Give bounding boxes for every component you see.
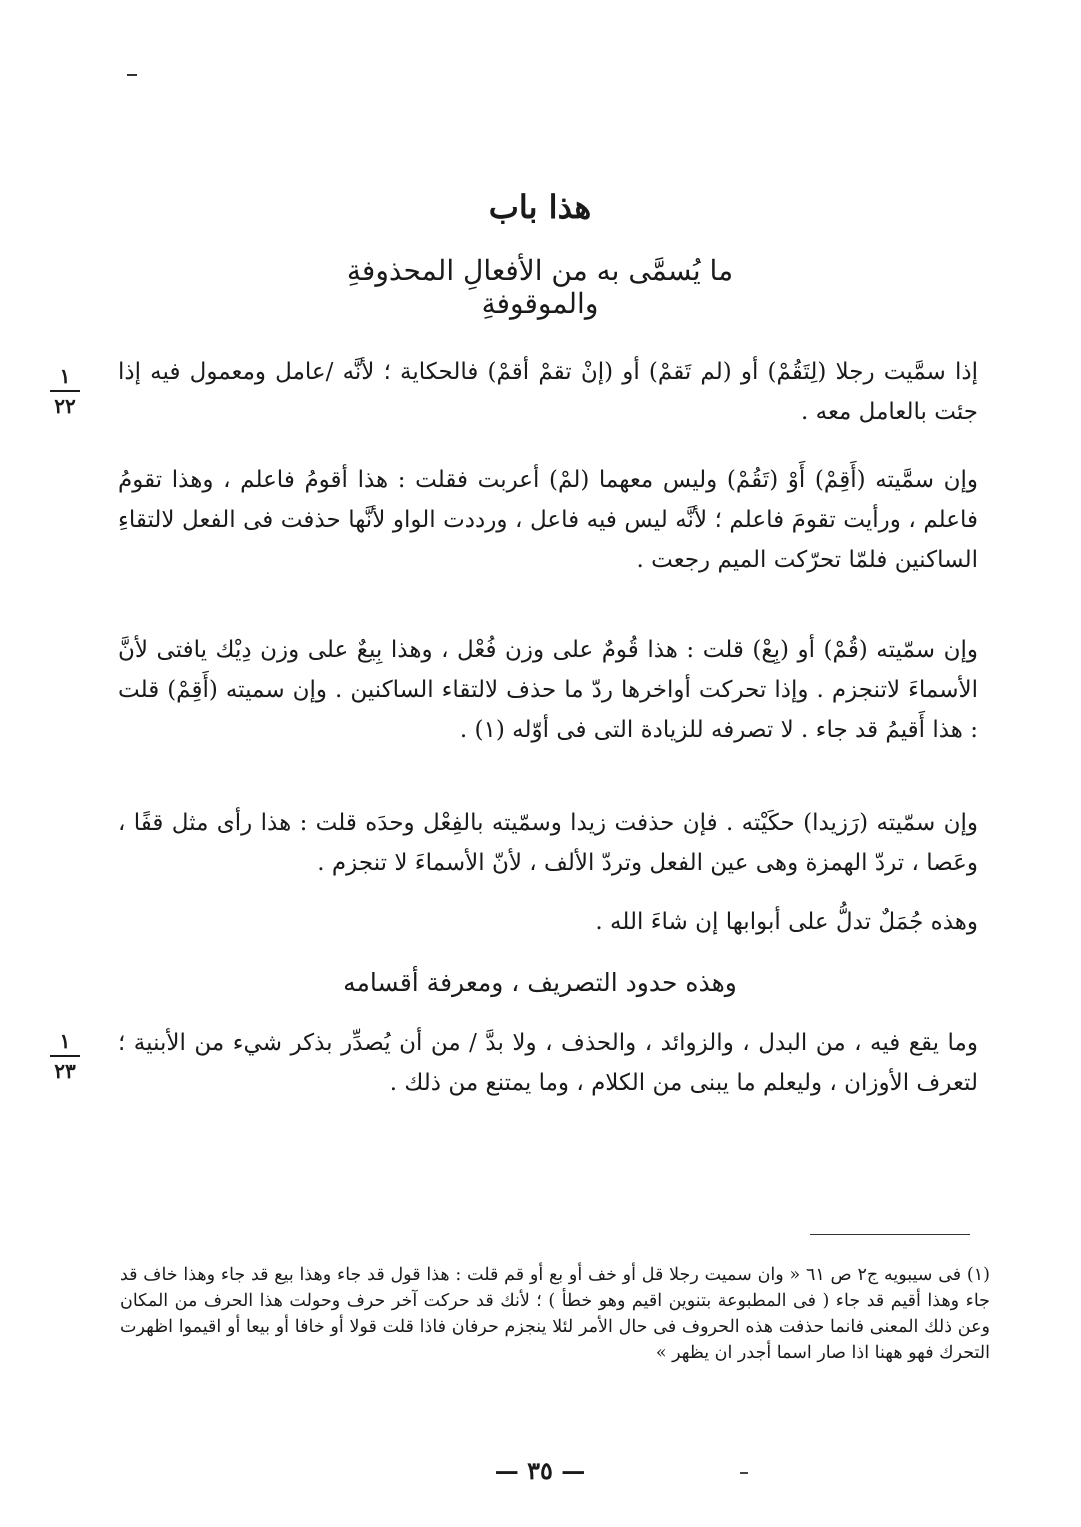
scan-mark xyxy=(740,1472,748,1474)
folio-bar xyxy=(50,390,80,392)
paragraph-text: إذا سمَّيت رجلا (لِتَقُمْ) أو (لم تَقمْ) أو (إنْ تقمْ أقمْ) فالحكاية ؛ لأنَّه /عامل ومعمول فيه إذا جئت بالعامل معه . xyxy=(118,359,978,425)
chapter-heading: هذا باب xyxy=(488,188,592,226)
paragraph xyxy=(118,630,978,750)
folio-numerator: ١ xyxy=(59,364,71,388)
page-number: — ٣٥ — xyxy=(494,1456,586,1485)
margin-folio-ref xyxy=(40,365,90,417)
paragraph-text: وإن سمّيته (قُمْ) أو (بِعْ) قلت : هذا قُومٌ على وزن فُعْل ، وهذا بِيعٌ على وزن دِيْك يافتى لأنَّ الأسماءَ لاتنجزم . وإذا تحركت أواخرها ردّ ما حذف لالتقاء الساكنين . وإن سميته (أَقِمْ) قلت : هذا أَقيمُ قد جاء . لا تصرفه للزيادة التى فى أوّله (١) . xyxy=(118,637,978,743)
paragraph-text: وإن سمّيته (رَزيدا) حكَيْته . فإن حذفت زيدا وسمّيته بالفِعْل وحدَه قلت : هذا رأى مثل قفًا ، وعَصا ، تردّ الهمزة وهى عين الفعل وتردّ الألف ، لأنّ الأسماءَ لا تنجزم . xyxy=(118,810,978,876)
paragraph xyxy=(118,803,978,883)
folio-numerator: ١ xyxy=(59,1029,71,1053)
paragraph xyxy=(118,1023,978,1103)
paragraph xyxy=(118,352,978,432)
margin-folio-ref xyxy=(40,1030,90,1082)
folio-denominator: ٢٢ xyxy=(54,394,76,418)
paragraph-text: وما يقع فيه ، من البدل ، والزوائد ، والحذف ، ولا بدَّ / من أن يُصدِّر بذكر شيء من الأبنية ؛ لتعرف الأوزان ، وليعلم ما يبنى من الكلام ، وما يمتنع من ذلك . xyxy=(118,1030,978,1096)
footnote-separator xyxy=(810,1234,970,1235)
scan-mark xyxy=(127,74,137,76)
paragraph xyxy=(118,902,978,942)
footnote-text: (١) فى سيبويه ج٢ ص ٦١ « وان سميت رجلا قل أو خف أو بع أو قم قلت : هذا قول قد جاء وهذا بيع قد جاء وهذا خاف قد جاء وهذا أقيم قد جاء ( فى المطبوعة بتنوين اقيم وهو خطأ ) ؛ لأنك قد حركت آخر حرف وحولت هذا الحرف من المكان وعن ذلك المعنى فانما حذفت هذه الحروف فى حال الأمر لئلا ينجزم حرفان فاذا قلت قولا أو خافا أو بيعا أو اقيموا اظهرت التحرك فهو ههنا اذا صار اسما أجدر ان يظهر » xyxy=(120,1265,990,1363)
folio-bar xyxy=(50,1055,80,1057)
footnote xyxy=(120,1262,990,1366)
section-subheading: وهذه حدود التصريف ، ومعرفة أقسامه xyxy=(343,968,737,997)
folio-denominator: ٢٣ xyxy=(54,1059,76,1083)
chapter-subtitle: ما يُسمَّى به من الأفعالِ المحذوفةِ والموقوفةِ xyxy=(346,254,734,320)
paragraph-text: وإن سمَّيته (أَقِمْ) أَوْ (تَقُمْ) وليس معهما (لمْ) أعربت فقلت : هذا أقومُ فاعلم ، وهذا تقومُ فاعلم ، ورأيت تقومَ فاعلم ؛ لأنَّه ليس فيه فاعل ، ورددت الواو لأنَّها حذفت فى الفعل لالتقاءِ الساكنين فلمّا تحرّكت الميم رجعت . xyxy=(118,467,978,573)
paragraph-text: وهذه جُمَلٌ تدلُّ على أبوابها إن شاءَ الله . xyxy=(595,909,978,935)
paragraph xyxy=(118,460,978,580)
